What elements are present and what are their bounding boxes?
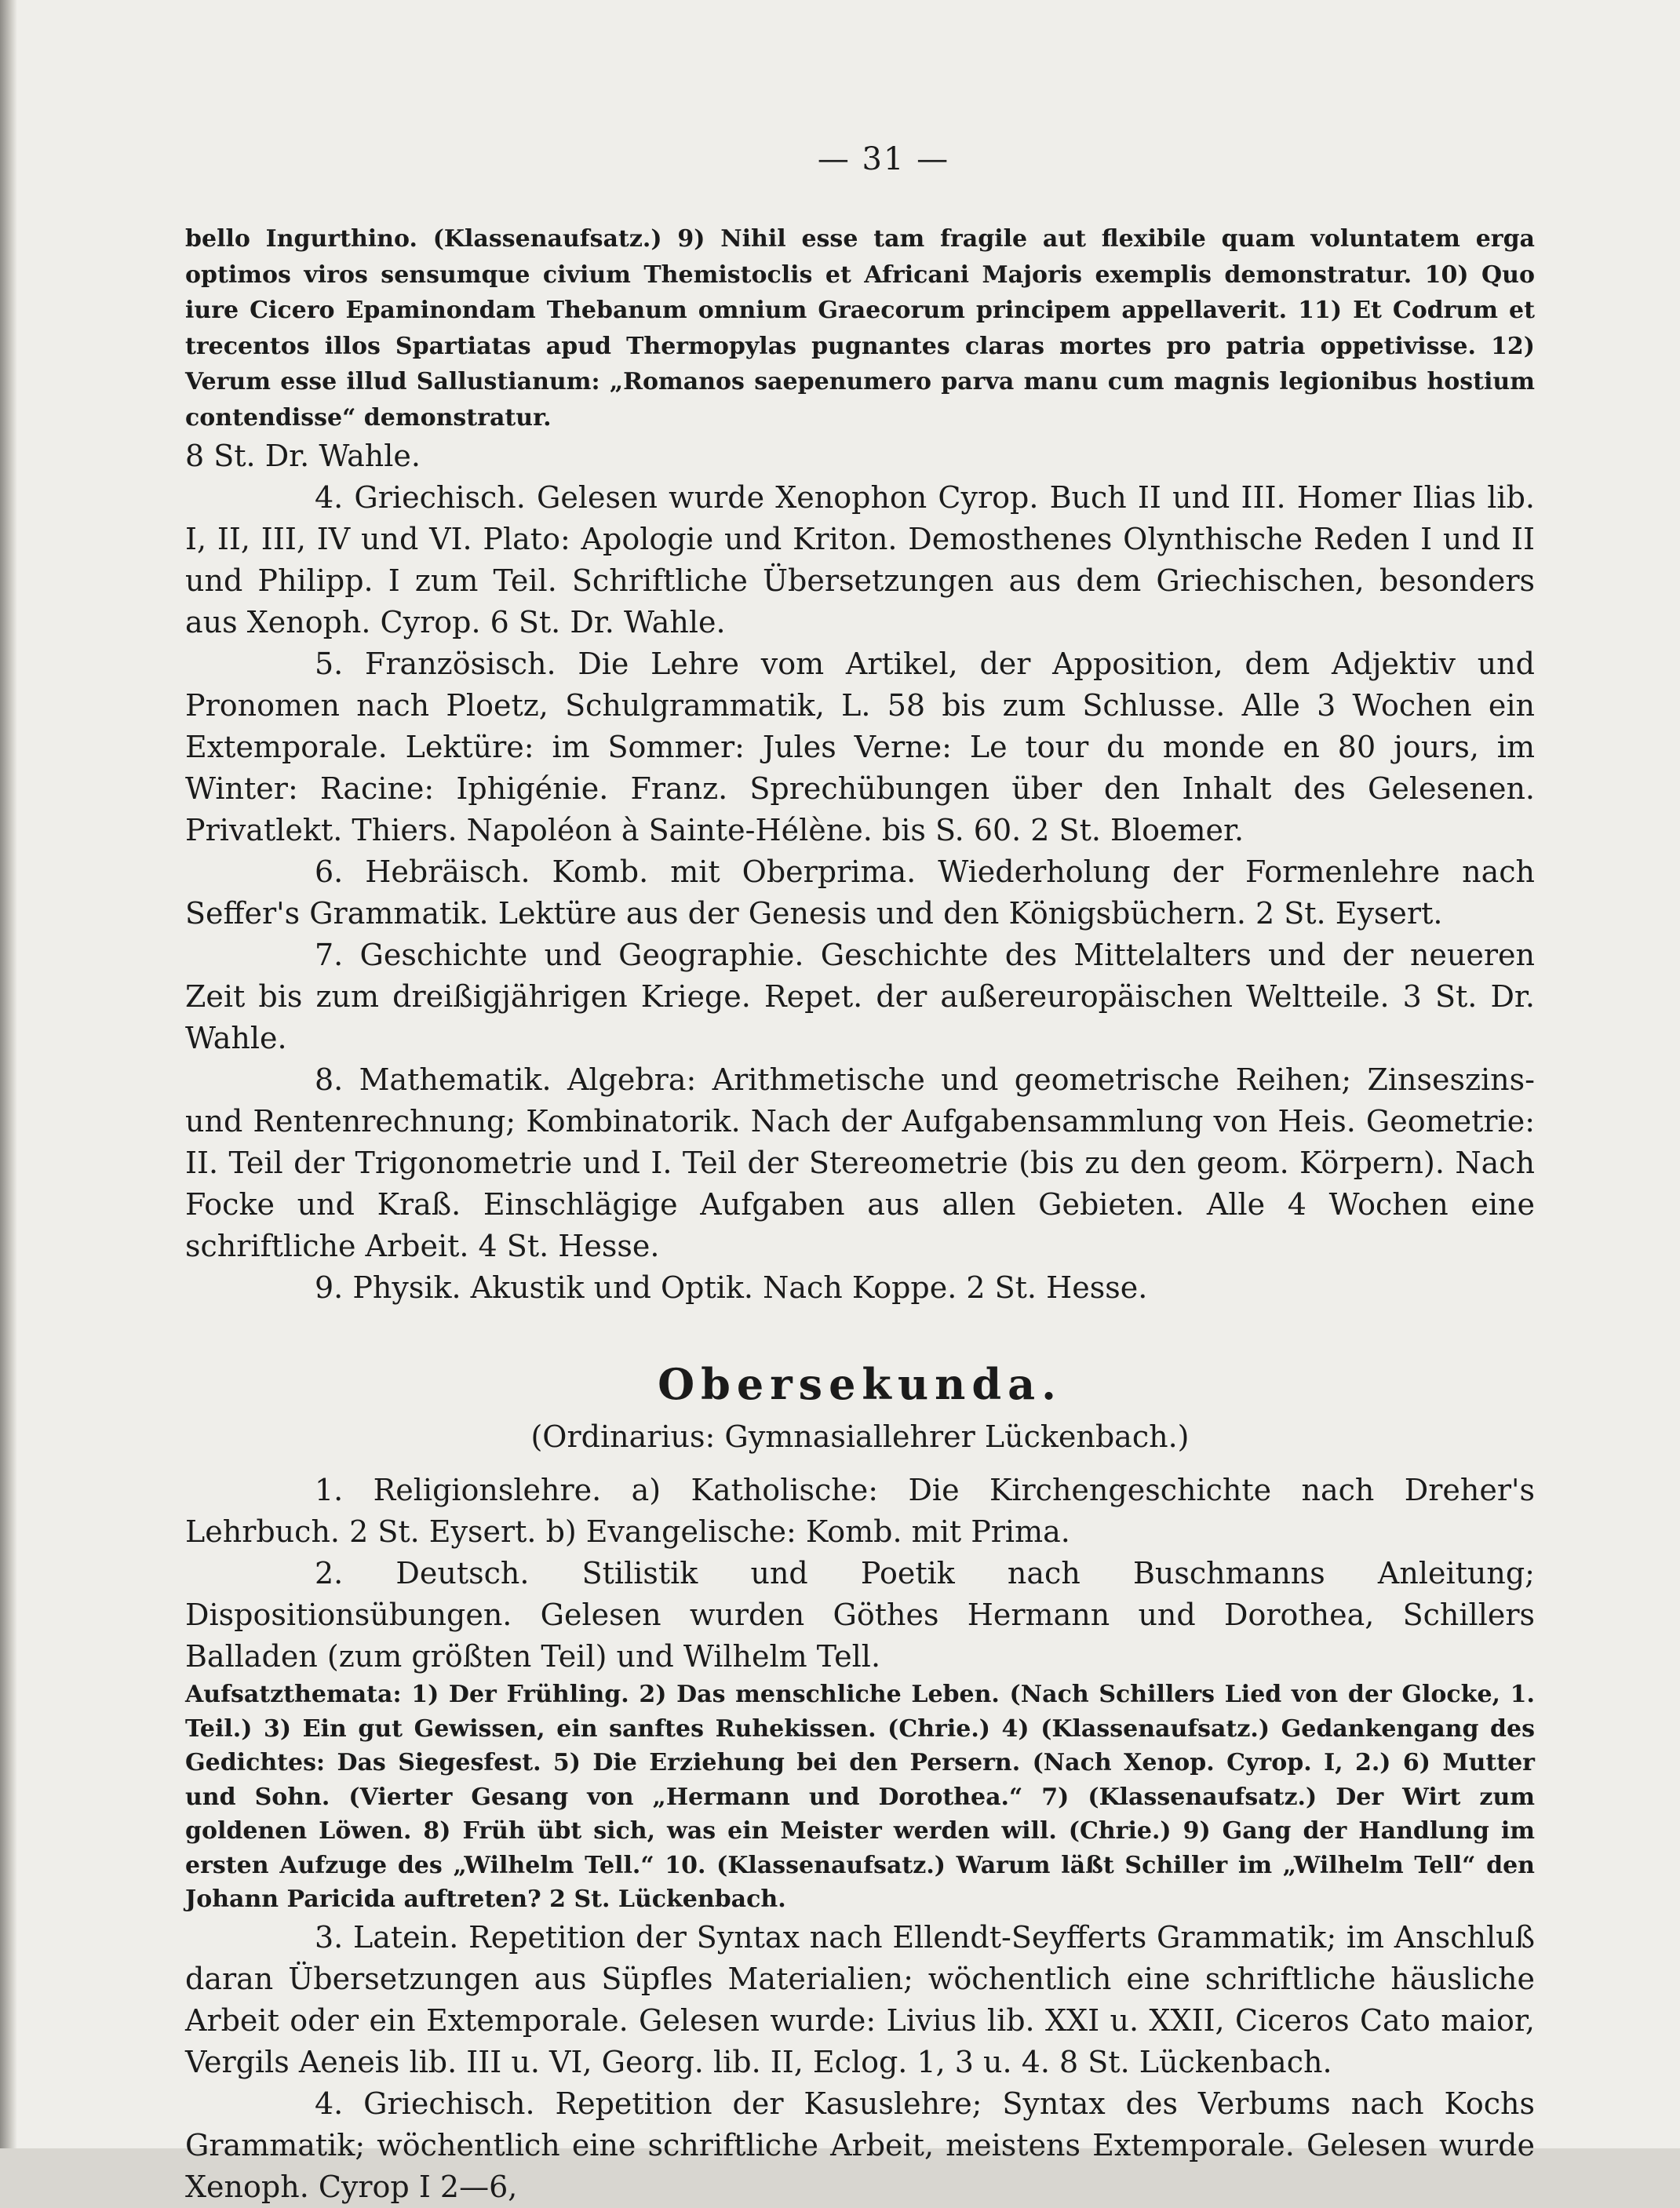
paragraph-religion: 1. Religionslehre. a) Katholische: Die Kirchengeschichte nach Dreher's Lehrbuch. 2 St. Eysert. b) Evangelische: Komb. mit Prima. xyxy=(185,1473,1535,1549)
page-content xyxy=(185,141,1535,2208)
paragraph-greek: 4. Griechisch. Gelesen wurde Xenophon Cyrop. Buch II und III. Homer Ilias lib. I, II, III, IV und VI. Plato: Apologie und Kriton. Demosthenes Olynthische Reden I und II und Philipp. I zum Teil. Schriftliche Übersetzungen aus dem Griechischen, besonders aus Xenoph. Cyrop. 6 St. Dr. Wahle. xyxy=(185,480,1535,639)
section-heading: Obersekunda. xyxy=(658,1359,1062,1409)
paragraph-hebrew: 6. Hebräisch. Komb. mit Oberprima. Wiederholung der Formenlehre nach Seffer's Grammatik. Lektüre aus der Genesis und den Königsbüchern. 2 St. Eysert. xyxy=(185,854,1535,931)
paragraph-teacher-latin: 8 St. Dr. Wahle. xyxy=(185,439,421,473)
paragraph-essay-topics: Aufsatzthemata: 1) Der Frühling. 2) Das menschliche Leben. (Nach Schillers Lied von der Glocke, 1. Teil.) 3) Ein gut Gewissen, ein sanftes Ruhekissen. (Chrie.) 4) (Klassenaufsatz.) Gedankengang des Gedichtes: Das Siegesfest. 5) Die Erziehung bei den Persern. (Nach Xenop. Cyrop. I, 2.) 6) Mutter und Sohn. (Vierter Gesang von „Hermann und Dorothea.“ 7) (Klassenaufsatz.) Der Wirt zum goldenen Löwen. 8) Früh übt sich, was ein Meister werden will. (Chrie.) 9) Gang der Handlung im ersten Aufzuge des „Wilhelm Tell.“ 10. (Klassenaufsatz.) Warum läßt Schiller im „Wilhelm Tell“ den Johann Paricida auftreten? 2 St. Lückenbach. xyxy=(185,1681,1535,1913)
paragraph-greek-2: 4. Griechisch. Repetition der Kasuslehre; Syntax des Verbums nach Kochs Grammatik; wöchentlich eine schriftliche Arbeit, meistens Extemporale. Gelesen wurde Xenoph. Cyrop I 2—6, xyxy=(185,2086,1535,2204)
ordinarius-line: (Ordinarius: Gymnasiallehrer Lückenbach.) xyxy=(530,1419,1190,1454)
book-gutter xyxy=(0,0,17,2148)
paragraph-mathematics: 8. Mathematik. Algebra: Arithmetische und geometrische Reihen; Zinseszins- und Rentenrechnung; Kombinatorik. Nach der Aufgabensammlung von Heis. Geometrie: II. Teil der Trigonometrie und I. Teil der Stereometrie (bis zu den geom. Körpern). Nach Focke und Kraß. Einschlägige Aufgaben aus allen Gebieten. Alle 4 Wochen eine schriftliche Arbeit. 4 St. Hesse. xyxy=(185,1062,1535,1263)
paragraph-latin: 3. Latein. Repetition der Syntax nach Ellendt-Seyfferts Grammatik; im Anschluß daran Übersetzungen aus Süpfles Materialien; wöchentlich eine schriftliche häusliche Arbeit oder ein Extemporale. Gelesen wurde: Livius lib. XXI u. XXII, Ciceros Cato maior, Vergils Aeneis lib. III u. VI, Georg. lib. II, Eclog. 1, 3 u. 4. 8 St. Lückenbach. xyxy=(185,1919,1535,2079)
paragraph-french: 5. Französisch. Die Lehre vom Artikel, der Apposition, dem Adjektiv und Pronomen nach Ploetz, Schulgrammatik, L. 58 bis zum Schlusse. Alle 3 Wochen ein Extemporale. Lektüre: im Sommer: Jules Verne: Le tour du monde en 80 jours, im Winter: Racine: Iphigénie. Franz. Sprechübungen über den Inhalt des Gelesenen. Privatlekt. Thiers. Napoléon à Sainte-Hélène. bis S. 60. 2 St. Bloemer. xyxy=(185,647,1535,847)
paragraph-german: 2. Deutsch. Stilistik und Poetik nach Buschmanns Anleitung; Dispositionsübungen. Gelesen wurden Göthes Hermann und Dorothea, Schillers Balladen (zum größten Teil) und Wilhelm Tell. xyxy=(185,1556,1535,1674)
paragraph-physics: 9. Physik. Akustik und Optik. Nach Koppe. 2 St. Hesse. xyxy=(315,1270,1148,1305)
paragraph-latin-themes: bello Ingurthino. (Klassenaufsatz.) 9) Nihil esse tam fragile aut flexibile quam voluntatem erga optimos viros sensumque civium Themistoclis et Africani Majoris exemplis demonstratur. 10) Quo iure Cicero Epaminondam Thebanum omnium Graecorum principem appellaverit. 11) Et Codrum et trecentos illos Spartiatas apud Thermopylas pugnantes claras mortes pro patria oppetivisse. 12) Verum esse illud Sallustianum: „Romanos saepenumero parva manu cum magnis legionibus hostium contendisse“ demonstratur. xyxy=(185,225,1535,432)
page-number: — 31 — xyxy=(817,141,950,177)
paragraph-history: 7. Geschichte und Geographie. Geschichte des Mittelalters und der neueren Zeit bis zum dreißigjährigen Kriege. Repet. der außereuropäischen Weltteile. 3 St. Dr. Wahle. xyxy=(185,938,1535,1055)
